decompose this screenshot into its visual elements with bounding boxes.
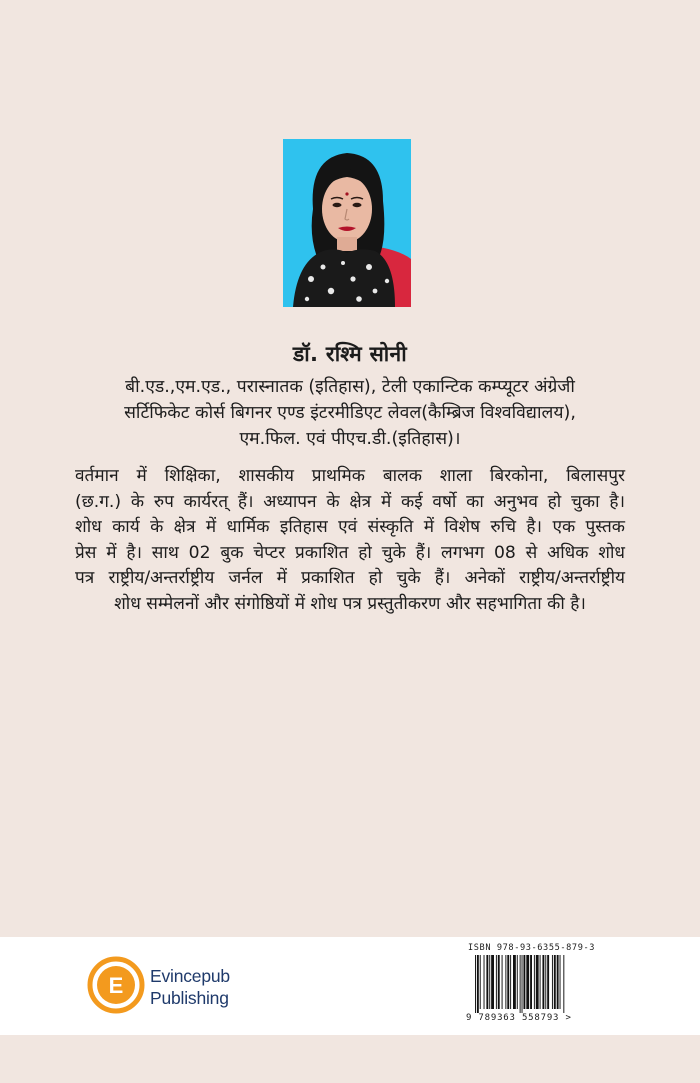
svg-text:E: E <box>108 973 124 998</box>
bio-line: (छ.ग.) के रुप कार्यरत् हैं। अध्यापन के क्षेत्र में कई वर्षो का अनुभव हो चुका है। <box>75 491 625 512</box>
barcode-bar <box>545 955 546 1009</box>
qualification-line: बी.एड.,एम.एड., परास्नातक (इतिहास), टेली एकान्टिक कम्प्यूटर अंग्रेजी <box>125 377 575 397</box>
bio-line: शोध सम्मेलनों और संगोष्ठियों में शोध पत्र प्रस्तुतीकरण और सहभागिता की है। <box>114 593 586 614</box>
barcode-bar <box>480 955 481 1009</box>
barcode-bar <box>530 955 532 1009</box>
barcode-bar <box>489 955 490 1009</box>
isbn-barcode <box>466 943 616 1027</box>
barcode-bar <box>523 955 525 1009</box>
publisher-name-line2: Publishing <box>150 988 229 1008</box>
barcode-bar <box>557 955 559 1009</box>
barcode-bar <box>513 955 516 1009</box>
barcode-bar <box>498 955 500 1009</box>
publisher-logo <box>86 955 266 1015</box>
barcode-bar <box>505 955 506 1009</box>
barcode-bar <box>552 955 553 1009</box>
barcode-bar <box>477 955 479 1013</box>
qualification-line: सर्टिफिकेट कोर्स बिगनर एण्ड इंटरमीडिएट लेवल(कैम्ब्रिज विश्वविद्यालय), <box>124 403 576 423</box>
barcode-bar <box>475 955 476 1013</box>
bio-line: पत्र राष्ट्रीय/अन्तर्राष्ट्रीय जर्नल में प्रकाशित हो चुके हैं। अनेकों राष्ट्रीय/अन्तर्राष्ट्रीय <box>75 568 625 588</box>
qualification-line: एम.फिल. एवं पीएच.डी.(इतिहास)। <box>239 429 461 449</box>
barcode-bar <box>520 955 521 1013</box>
author-qualifications <box>40 374 660 452</box>
bio-line: शोध कार्य के क्षेत्र में धार्मिक इतिहास एवं संस्कृति में विशेष रुचि है। एक पुस्तक <box>75 517 625 537</box>
publisher-e-icon <box>86 955 146 1015</box>
footer-band <box>0 937 700 1035</box>
barcode-bar <box>507 955 509 1009</box>
barcode-digits: 9 789363 558793 > <box>466 1013 572 1023</box>
barcode-bar <box>554 955 556 1009</box>
bio-line: वर्तमान में शिक्षिका, शासकीय प्राथमिक बालक शाला बिरकोना, बिलासपुर <box>75 466 625 486</box>
barcode-bars <box>475 955 603 1013</box>
barcode-bar <box>542 955 544 1009</box>
barcode-bar <box>526 955 529 1009</box>
barcode-bar <box>540 955 541 1009</box>
publisher-name-line1: Evincepub <box>150 966 230 986</box>
author-name: डॉ. रश्मि सोनी <box>293 342 407 366</box>
barcode-bar <box>510 955 511 1009</box>
barcode-bar <box>547 955 549 1009</box>
barcode-bar <box>522 955 523 1013</box>
barcode-bar <box>534 955 535 1009</box>
author-portrait-drawing <box>283 139 411 307</box>
bio-line: प्रेस में है। साथ 02 बुक चेप्टर प्रकाशित हो चुके हैं। लगभग 08 से अधिक शोध <box>75 542 625 563</box>
barcode-bar <box>486 955 488 1009</box>
barcode-bar <box>502 955 503 1009</box>
barcode-bar <box>491 955 494 1009</box>
barcode-bar <box>496 955 497 1009</box>
barcode-bar <box>563 955 564 1013</box>
author-bio <box>75 464 625 617</box>
barcode-bar <box>536 955 539 1009</box>
author-photo <box>283 139 411 307</box>
isbn-label: ISBN 978-93-6355-879-3 <box>468 943 596 953</box>
barcode-bar <box>484 955 485 1009</box>
barcode-bar <box>560 955 561 1009</box>
barcode-bar <box>517 955 518 1009</box>
